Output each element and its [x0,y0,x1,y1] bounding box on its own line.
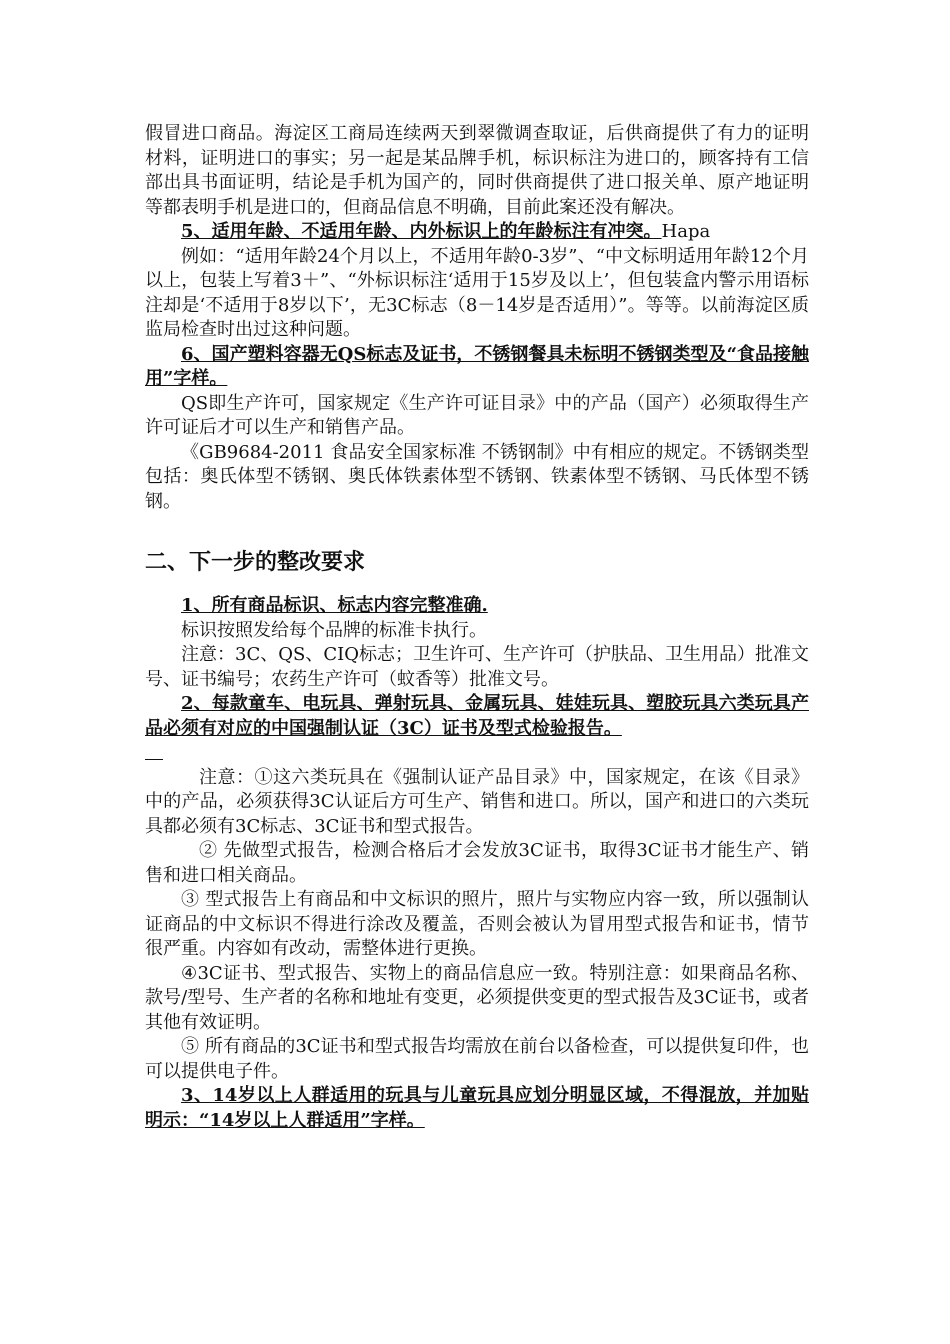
underline-fragment [145,741,809,766]
document-body [145,122,809,1133]
item-5-heading [145,220,809,245]
item-5-heading-tail: Hapa [661,221,711,242]
spacer [145,514,809,548]
paragraph: ② 先做型式报告，检测合格后才会发放3C证书，取得3C证书才能生产、销售和进口相关商品。 [145,840,809,886]
item-5-heading-text: 5、适用年龄、不适用年龄、内外标识上的年龄标注有冲突。 [181,221,662,242]
paragraph: ⑤ 所有商品的3C证书和型式报告均需放在前台以备检查，可以提供复印件，也可以提供电子件。 [145,1036,809,1082]
req-3-heading: 3、14岁以上人群适用的玩具与儿童玩具应划分明显区域，不得混放，并加贴明示：“14岁以上人群适用”字样。 [145,1085,809,1131]
paragraph: 注意：①这六类玩具在《强制认证产品目录》中，国家规定，在该《目录》中的产品，必须获得3C认证后方可生产、销售和进口。所以，国产和进口的六类玩具都必须有3C标志、3C证书和型式报告。 [145,766,809,837]
paragraph: ④3C证书、型式报告、实物上的商品信息应一致。特别注意：如果商品名称、款号/型号、生产者的名称和地址有变更，必须提供变更的型式报告及3C证书，或者其他有效证明。 [145,962,809,1033]
paragraph: 假冒进口商品。海淀区工商局连续两天到翠微调查取证，后供商提供了有力的证明材料，证明进口的事实；另一起是某品牌手机，标识标注为进口的，顾客持有工信部出具书面证明，结论是手机为国产的，同时供商提供了进口报关单、原产地证明等都表明手机是进口的，但商品信息不明确，目前此案还没有解决。 [145,123,809,218]
paragraph: 标识按照发给每个品牌的标准卡执行。 [181,619,487,641]
req-1-heading: 1、所有商品标识、标志内容完整准确. [181,595,488,616]
paragraph: 注意：3C、QS、CIQ标志；卫生许可、生产许可（护肤品、卫生用品）批准文号、证书编号；农药生产许可（蚊香等）批准文号。 [145,644,809,690]
paragraph: ③ 型式报告上有商品和中文标识的照片，照片与实物应内容一致，所以强制认证商品的中文标识不得进行涂改及覆盖，否则会被认为冒用型式报告和证书，情节很严重。内容如有改动，需整体进行更换。 [145,889,809,959]
paragraph: 例如：“适用年龄24个月以上，不适用年龄0-3岁”、“中文标明适用年龄12个月以上，包装上写着3＋”、“外标识标注‘适用于15岁及以上’，但包装盒内警示用语标注却是‘不适用于8岁以下’，无3C标志（8－14岁是否适用）”。等等。以前海淀区质监局检查时出过这种问题。 [145,245,809,340]
paragraph: 《GB9684-2011 食品安全国家标准 不锈钢制》中有相应的规定。不锈钢类型包括：奥氏体型不锈钢、奥氏体铁素体型不锈钢、铁素体型不锈钢、马氏体型不锈钢。 [145,441,809,512]
req-2-heading: 2、每款童车、电玩具、弹射玩具、金属玩具、娃娃玩具、塑胶玩具六类玩具产品必须有对应的中国强制认证（3C）证书及型式检验报告。 [145,693,809,739]
item-6-heading: 6、国产塑料容器无QS标志及证书，不锈钢餐具未标明不锈钢类型及“食品接触用”字样。 [145,343,809,389]
section-heading: 二、下一步的整改要求 [145,550,366,575]
paragraph: QS即生产许可，国家规定《生产许可证目录》中的产品（国产）必须取得生产许可证后才可以生产和销售产品。 [145,392,809,438]
